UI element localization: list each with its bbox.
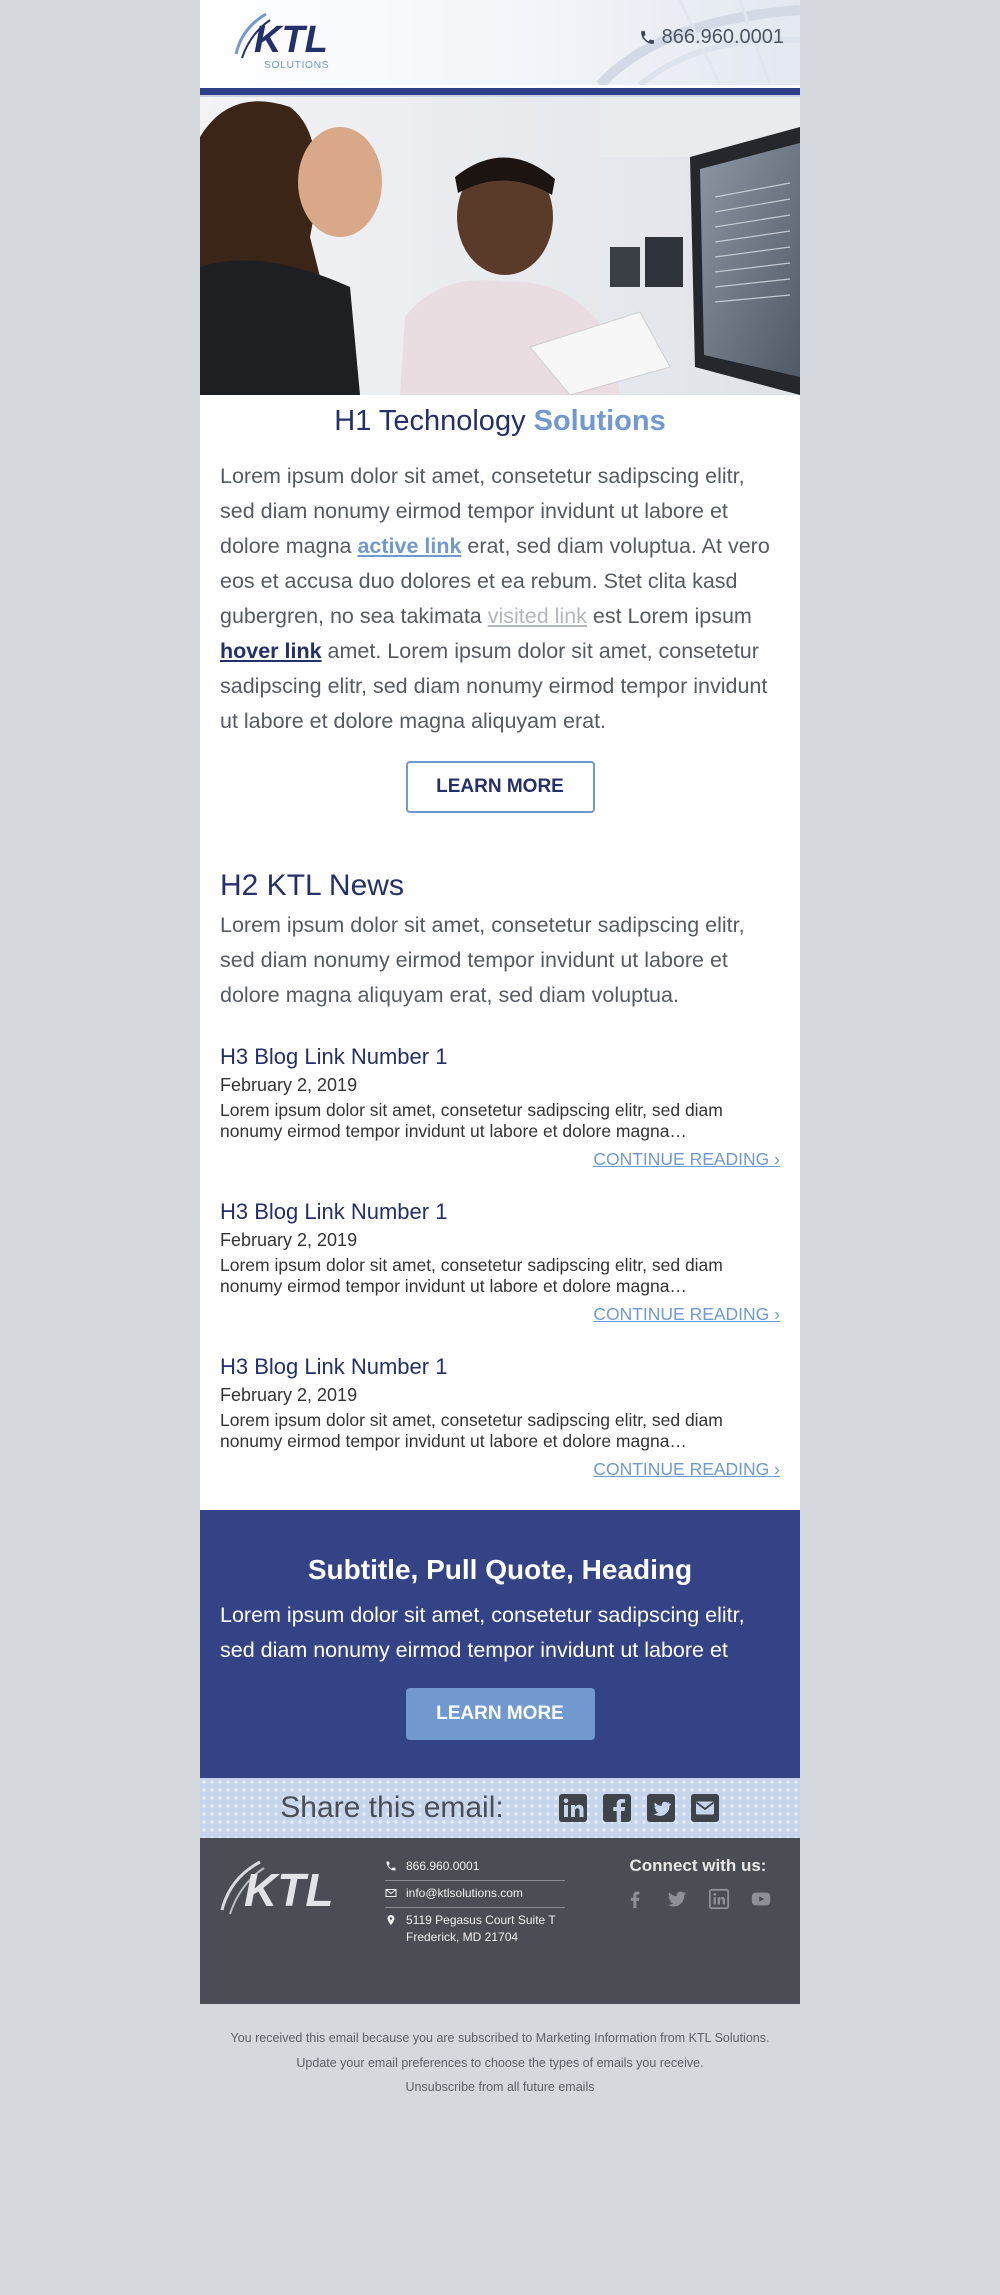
- blog-post: [200, 1013, 800, 1170]
- intro-paragraph: [200, 439, 800, 739]
- header-phone[interactable]: [639, 26, 784, 49]
- footer-phone-number: 866.960.0001: [406, 1859, 480, 1873]
- email-icon[interactable]: [690, 1793, 720, 1823]
- connect-label: Connect with us:: [629, 1856, 767, 1875]
- news-intro: Lorem ipsum dolor sit amet, consetetur sadipscing elitr, sed diam nonumy eirmod tempor invidunt ut labore et dolore magna aliquyam erat, sed diam voluptua.: [220, 913, 745, 1007]
- social-icons: [618, 1888, 778, 1910]
- connect-section: [618, 1856, 778, 1910]
- linkedin-icon[interactable]: [708, 1888, 730, 1910]
- youtube-icon[interactable]: [750, 1888, 772, 1910]
- continue-reading-link[interactable]: CONTINUE READING ›: [593, 1149, 780, 1169]
- learn-more-button[interactable]: LEARN MORE: [406, 761, 595, 813]
- svg-text:SOLUTIONS: SOLUTIONS: [264, 59, 330, 71]
- subscription-notice: You received this email because you are subscribed to Marketing Information from KTL Solutions.: [230, 2031, 770, 2045]
- footer-address-line1: 5119 Pegasus Court Suite T: [406, 1913, 556, 1927]
- pull-quote-text: Lorem ipsum dolor sit amet, consetetur sadipscing elitr, sed diam nonumy eirmod tempor invidunt ut labore et: [220, 1603, 745, 1662]
- twitter-icon[interactable]: [646, 1793, 676, 1823]
- email-footer: [200, 1838, 800, 2004]
- blog-post-excerpt: Lorem ipsum dolor sit amet, consetetur sadipscing elitr, sed diam nonumy eirmod tempor invidunt ut labore et dolore magna…: [220, 1100, 723, 1141]
- footer-contact: [385, 1854, 565, 1951]
- page-title-part1: H1 Technology: [334, 405, 534, 437]
- phone-icon: [639, 29, 656, 46]
- header-divider: [200, 85, 800, 97]
- pull-quote-heading: Subtitle, Pull Quote, Heading: [307, 1554, 693, 1585]
- footer-ktl-logo[interactable]: [218, 1854, 352, 1920]
- linkedin-icon[interactable]: [558, 1793, 588, 1823]
- share-bar: [200, 1778, 800, 1838]
- header-phone-number: 866.960.0001: [661, 26, 784, 48]
- legal-footer: [0, 2026, 1000, 2100]
- blog-post-title[interactable]: H3 Blog Link Number 1: [220, 1354, 448, 1379]
- unsubscribe-link[interactable]: Unsubscribe from all future emails: [405, 2080, 595, 2094]
- hover-link[interactable]: hover link: [220, 639, 322, 663]
- blog-post: [200, 1170, 800, 1325]
- footer-email[interactable]: [385, 1881, 565, 1908]
- footer-address-line2: Frederick, MD 21704: [406, 1930, 519, 1944]
- page-title: [200, 403, 800, 439]
- intro-text-1: Lorem ipsum dolor sit amet, consetetur sadipscing elitr, sed diam nonumy eirmod tempor invidunt ut labore et dolore magna: [220, 464, 745, 558]
- continue-reading-link[interactable]: CONTINUE READING ›: [593, 1304, 780, 1324]
- blog-post-excerpt: Lorem ipsum dolor sit amet, consetetur sadipscing elitr, sed diam nonumy eirmod tempor invidunt ut labore et dolore magna…: [220, 1255, 723, 1296]
- intro-text-2: erat, sed diam voluptua. At vero eos et accusa duo dolores et ea rebum. Stet clita kasd gubergren, no sea takimata: [220, 534, 770, 628]
- ktl-logo[interactable]: [232, 8, 352, 72]
- share-label: Share this email:: [280, 1791, 504, 1824]
- intro-text-4: amet. Lorem ipsum dolor sit amet, consetetur sadipscing elitr, sed diam nonumy eirmod tempor invidunt ut labore et dolore magna aliquyam erat.: [220, 639, 768, 733]
- blog-post-date: February 2, 2019: [220, 1385, 358, 1405]
- blog-post: [200, 1325, 800, 1510]
- visited-link[interactable]: visited link: [487, 604, 587, 628]
- twitter-icon[interactable]: [666, 1888, 688, 1910]
- blog-post-title[interactable]: H3 Blog Link Number 1: [220, 1199, 448, 1224]
- page-title-accent: Solutions: [533, 405, 666, 437]
- footer-phone[interactable]: [385, 1854, 565, 1881]
- intro-text-3: est Lorem ipsum: [586, 604, 752, 628]
- email-header: [200, 0, 800, 85]
- email-container: [200, 0, 800, 2004]
- facebook-icon[interactable]: [602, 1793, 632, 1823]
- learn-more-button-secondary[interactable]: LEARN MORE: [406, 1688, 595, 1740]
- news-title: H2 KTL News: [220, 869, 404, 902]
- blog-post-title[interactable]: H3 Blog Link Number 1: [220, 1044, 448, 1069]
- svg-text:KTL: KTL: [244, 1864, 334, 1916]
- cta-wrap: [200, 739, 800, 813]
- blog-post-date: February 2, 2019: [220, 1075, 358, 1095]
- continue-reading-link[interactable]: CONTINUE READING ›: [593, 1459, 780, 1479]
- facebook-icon[interactable]: [624, 1888, 646, 1910]
- footer-email-address: info@ktlsolutions.com: [406, 1886, 523, 1900]
- envelope-icon: [385, 1887, 397, 1899]
- blog-post-excerpt: Lorem ipsum dolor sit amet, consetetur sadipscing elitr, sed diam nonumy eirmod tempor invidunt ut labore et dolore magna…: [220, 1410, 723, 1451]
- blog-post-date: February 2, 2019: [220, 1230, 358, 1250]
- map-pin-icon: [385, 1914, 397, 1926]
- active-link[interactable]: active link: [357, 534, 462, 558]
- footer-address: [385, 1908, 565, 1951]
- phone-icon: [385, 1860, 397, 1872]
- svg-text:KTL: KTL: [254, 19, 328, 61]
- pull-quote-section: [200, 1510, 800, 1778]
- update-preferences-link[interactable]: Update your email preferences to choose the types of emails you receive.: [296, 2055, 704, 2070]
- hero-image: [200, 97, 800, 395]
